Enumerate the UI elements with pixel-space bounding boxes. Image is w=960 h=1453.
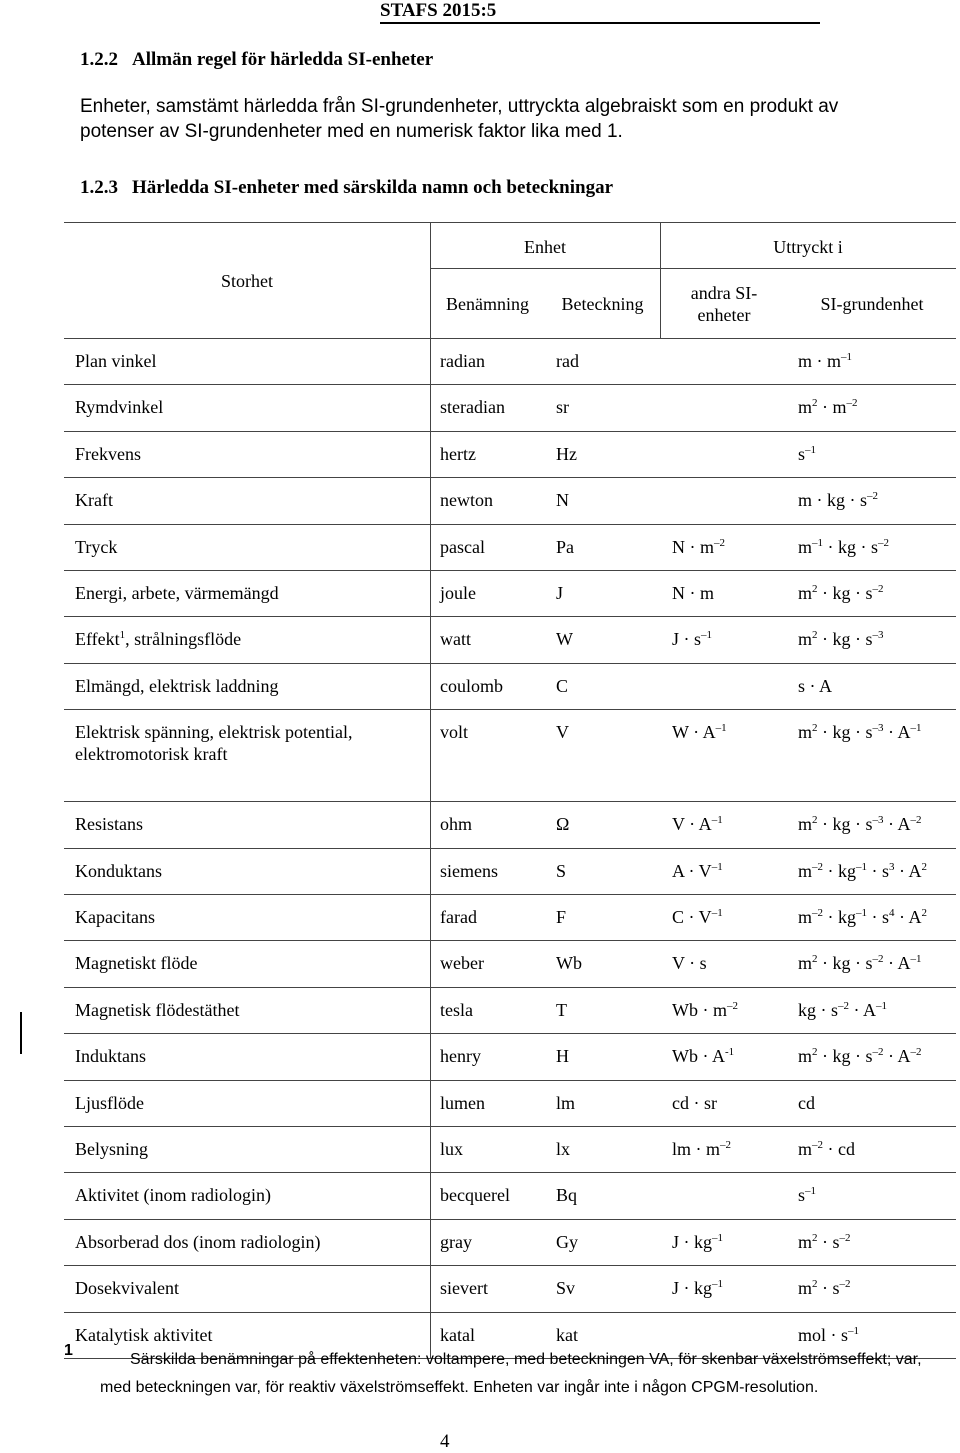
cell-beteckning: S (556, 860, 567, 881)
cell-si-grundenhet: mol · $s^{-1}$ (798, 1324, 860, 1345)
document-id: STAFS 2015:5 (380, 0, 497, 21)
cell-beteckning: C (556, 675, 569, 696)
header-storhet: Storhet (221, 271, 273, 291)
cell-beteckning: F (556, 907, 567, 927)
cell-benamning: gray (440, 1231, 472, 1252)
cell-andra-si-enheter: $C \cdot V^{-1}$ (672, 907, 723, 927)
cell-storhet: Magnetiskt flöde (75, 953, 198, 974)
row-border (64, 848, 956, 849)
cell-beteckning: Bq (556, 1185, 578, 1206)
cell-andra-si-enheter: $N \cdot m^{-2}$ (672, 536, 725, 557)
header-si-grundenhet: SI-grundenhet (820, 294, 924, 314)
cell-beteckning: N (556, 490, 569, 511)
row-col-divider (430, 1265, 431, 1311)
cell-si-grundenhet: $m^{-2} \cdot kg^{-1} \cdot s^4 \cdot A^2$ (798, 907, 928, 927)
cell-beteckning: V (556, 722, 569, 743)
row-col-divider (430, 431, 431, 477)
section-heading-1-2-3 (80, 176, 613, 200)
cell-beteckning: Wb (556, 953, 582, 974)
cell-storhet: Rymdvinkel (75, 397, 164, 418)
cell-si-grundenhet: $s^{-1}$ (798, 443, 817, 464)
row-col-divider (430, 663, 431, 709)
cell-si-grundenhet: kg · $s^{-2} \cdot A^{-1}$ (798, 999, 887, 1020)
section-title: Allmän regel för härledda SI-enheter (132, 49, 434, 70)
header-col-divider (430, 222, 431, 338)
row-border (64, 801, 956, 802)
cell-benamning: pascal (440, 536, 485, 557)
cell-benamning: farad (440, 907, 477, 927)
cell-si-grundenhet: s · A (798, 675, 833, 696)
cell-andra-si-enheter: $J \cdot s^{-1}$ (672, 629, 713, 650)
cell-andra-si-enheter: $Wb \cdot m^{-2}$ (672, 999, 738, 1020)
cell-storhet: Dosekvivalent (75, 1278, 179, 1299)
footnote-line-2: med beteckningen var, för reaktiv växelströmseffekt. Enheten var ingår inte i någon CPGM-resolution. (100, 1379, 819, 1396)
cell-beteckning: W (556, 629, 573, 650)
section-heading-1-2-2 (80, 48, 433, 72)
cell-storhet: Kapacitans (75, 907, 155, 927)
cell-beteckning: Sv (556, 1278, 576, 1299)
cell-benamning: becquerel (440, 1185, 510, 1206)
footnote-line-1: Särskilda benämningar på effektenheten: voltampere, med beteckningen VA, för skenbar växelströmseffekt; var, (130, 1351, 922, 1368)
header-uttryckt-i: Uttryckt i (773, 237, 843, 257)
cell-si-grundenhet: $m^2 \cdot m^{-2}$ (798, 397, 858, 418)
cell-benamning: ohm (440, 814, 473, 835)
cell-si-grundenhet: $m^2$ · kg · $s^{-3} \cdot A^{-2}$ (798, 814, 922, 835)
cell-storhet: Elmängd, elektrisk laddning (75, 675, 279, 696)
cell-si-grundenhet: m · kg · $s^{-2}$ (798, 490, 878, 511)
cell-benamning: joule (440, 583, 476, 603)
row-border (64, 1172, 956, 1173)
row-col-divider (430, 1219, 431, 1265)
cell-storhet: Effekt$^1$, strålningsflöde (75, 629, 242, 650)
cell-storhet: Kraft (75, 490, 113, 511)
row-border (64, 570, 956, 571)
row-border (64, 384, 956, 385)
row-border (64, 894, 956, 895)
header-andra-si-enheter: andra SI-enheter (690, 283, 758, 325)
cell-storhet: Energi, arbete, värmemängd (75, 583, 279, 603)
row-border (64, 709, 956, 710)
cell-andra-si-enheter: cd · sr (672, 1092, 717, 1113)
cell-storhet: Tryck (75, 536, 118, 557)
cell-storhet: Ljusflöde (75, 1092, 144, 1113)
cell-beteckning: H (556, 1046, 569, 1067)
cell-si-grundenhet: $m^{-1}$ · kg · $s^{-2}$ (798, 536, 890, 557)
cell-benamning: watt (440, 629, 471, 650)
footnote-mark: 1 (64, 1342, 73, 1359)
cell-benamning: newton (440, 490, 493, 511)
cell-si-grundenhet: $m^2 \cdot s^{-2}$ (798, 1231, 851, 1252)
cell-si-grundenhet: $m^2$ · kg · $s^{-3} \cdot A^{-1}$ (798, 722, 922, 743)
cell-storhet: Aktivitet (inom radiologin) (75, 1185, 271, 1206)
cell-benamning: henry (440, 1046, 481, 1067)
cell-benamning: katal (440, 1324, 475, 1345)
row-col-divider (430, 477, 431, 523)
cell-andra-si-enheter: $A \cdot V^{-1}$ (672, 860, 723, 881)
row-col-divider (430, 1172, 431, 1218)
cell-benamning: lumen (440, 1092, 485, 1113)
row-border (64, 616, 956, 617)
cell-storhet: Konduktans (75, 860, 162, 881)
cell-andra-si-enheter: V · s (672, 953, 707, 974)
cell-si-grundenhet: $m^2$ · kg · $s^{-2} \cdot A^{-1}$ (798, 953, 922, 974)
row-col-divider (430, 894, 431, 940)
row-border (64, 1033, 956, 1034)
cell-beteckning: Ω (556, 814, 570, 835)
cell-beteckning: Pa (556, 536, 574, 557)
row-border (64, 940, 956, 941)
cell-andra-si-enheter: lm · $m^{-2}$ (672, 1139, 731, 1159)
cell-benamning: tesla (440, 999, 473, 1020)
cell-beteckning: lm (556, 1092, 576, 1113)
row-border (64, 431, 956, 432)
cell-si-grundenhet: $s^{-1}$ (798, 1185, 817, 1206)
cell-storhet: Elektrisk spänning, elektrisk potential, elektromotorisk kraft (75, 722, 353, 765)
cell-benamning: hertz (440, 443, 476, 464)
row-col-divider (430, 1033, 431, 1079)
cell-andra-si-enheter: N · m (672, 583, 714, 603)
page-number: 4 (440, 1431, 450, 1452)
section-number: 1.2.2 (80, 49, 118, 70)
header-divider (430, 268, 956, 269)
cell-storhet: Resistans (75, 814, 144, 835)
row-border (64, 1219, 956, 1220)
cell-si-grundenhet: $m^2 \cdot s^{-2}$ (798, 1278, 851, 1299)
page-header (380, 0, 820, 24)
row-col-divider (430, 987, 431, 1033)
cell-storhet: Plan vinkel (75, 351, 157, 371)
row-col-divider (430, 384, 431, 430)
cell-beteckning: J (556, 583, 564, 603)
cell-storhet: Katalytisk aktivitet (75, 1324, 213, 1345)
cell-benamning: lux (440, 1139, 464, 1159)
row-col-divider (430, 709, 431, 801)
row-border (64, 1126, 956, 1127)
row-col-divider (430, 940, 431, 986)
cell-storhet: Belysning (75, 1139, 149, 1159)
row-col-divider (430, 801, 431, 847)
header-benamning: Benämning (446, 294, 529, 314)
cell-benamning: steradian (440, 397, 505, 418)
section-number: 1.2.3 (80, 177, 118, 198)
cell-benamning: sievert (440, 1278, 488, 1299)
row-border (64, 1080, 956, 1081)
cell-andra-si-enheter: $J \cdot kg^{-1}$ (672, 1278, 723, 1299)
header-col-divider (660, 222, 661, 338)
header-enhet: Enhet (524, 237, 566, 257)
row-border (64, 1312, 956, 1313)
cell-andra-si-enheter: $W \cdot A^{-1}$ (672, 722, 727, 743)
header-beteckning: Beteckning (561, 294, 644, 314)
row-border (64, 477, 956, 478)
row-border (64, 524, 956, 525)
cell-benamning: volt (440, 722, 469, 743)
row-border (64, 1265, 956, 1266)
row-col-divider (430, 1080, 431, 1126)
row-col-divider (430, 848, 431, 894)
header-bottom-border (64, 338, 956, 339)
cell-beteckning: Gy (556, 1231, 578, 1252)
cell-andra-si-enheter: $J \cdot kg^{-1}$ (672, 1231, 723, 1252)
footnote (100, 1346, 930, 1402)
row-col-divider (430, 524, 431, 570)
cell-storhet: Frekvens (75, 443, 141, 464)
cell-si-grundenhet: $m \cdot m^{-1}$ (798, 351, 852, 371)
row-col-divider (430, 570, 431, 616)
cell-benamning: weber (440, 953, 484, 974)
cell-storhet: Absorberad dos (inom radiologin) (75, 1231, 321, 1252)
intro-paragraph: Enheter, samstämt härledda från SI-grundenheter, uttryckta algebraiskt som en produkt av potenser av SI-grundenheter med en numerisk faktor lika med 1. (80, 96, 839, 142)
row-col-divider (430, 1126, 431, 1172)
cell-beteckning: kat (556, 1324, 578, 1345)
cell-beteckning: T (556, 999, 567, 1020)
section-title: Härledda SI-enheter med särskilda namn och beteckningar (132, 177, 614, 198)
cell-beteckning: Hz (556, 443, 577, 464)
cell-storhet: Induktans (75, 1046, 146, 1067)
cell-si-grundenhet: $m^{-2} \cdot kg^{-1} \cdot s^3 \cdot A^2$ (798, 860, 928, 881)
cell-si-grundenhet: $m^{-2}$ · cd (798, 1139, 855, 1159)
cell-storhet: Magnetisk flödestäthet (75, 999, 240, 1020)
cell-beteckning: sr (556, 397, 569, 418)
cell-benamning: radian (440, 351, 485, 371)
row-col-divider (430, 338, 431, 384)
row-col-divider (430, 616, 431, 662)
change-marker-bar (20, 1012, 22, 1054)
cell-beteckning: lx (556, 1139, 571, 1159)
cell-andra-si-enheter: $V \cdot A^{-1}$ (672, 814, 723, 835)
cell-benamning: siemens (440, 860, 498, 881)
row-border (64, 663, 956, 664)
cell-benamning: coulomb (440, 675, 503, 696)
cell-andra-si-enheter: $Wb \cdot A^{-1}$ (672, 1046, 735, 1067)
row-border (64, 987, 956, 988)
cell-si-grundenhet: $m^2$ · kg · $s^{-3}$ (798, 629, 884, 650)
table-top-border (64, 222, 956, 223)
cell-si-grundenhet: cd (798, 1092, 815, 1113)
cell-si-grundenhet: $m^2$ · kg · $s^{-2}$ (798, 583, 884, 603)
cell-si-grundenhet: $m^2$ · kg · $s^{-2} \cdot A^{-2}$ (798, 1046, 922, 1067)
cell-beteckning: rad (556, 351, 579, 371)
